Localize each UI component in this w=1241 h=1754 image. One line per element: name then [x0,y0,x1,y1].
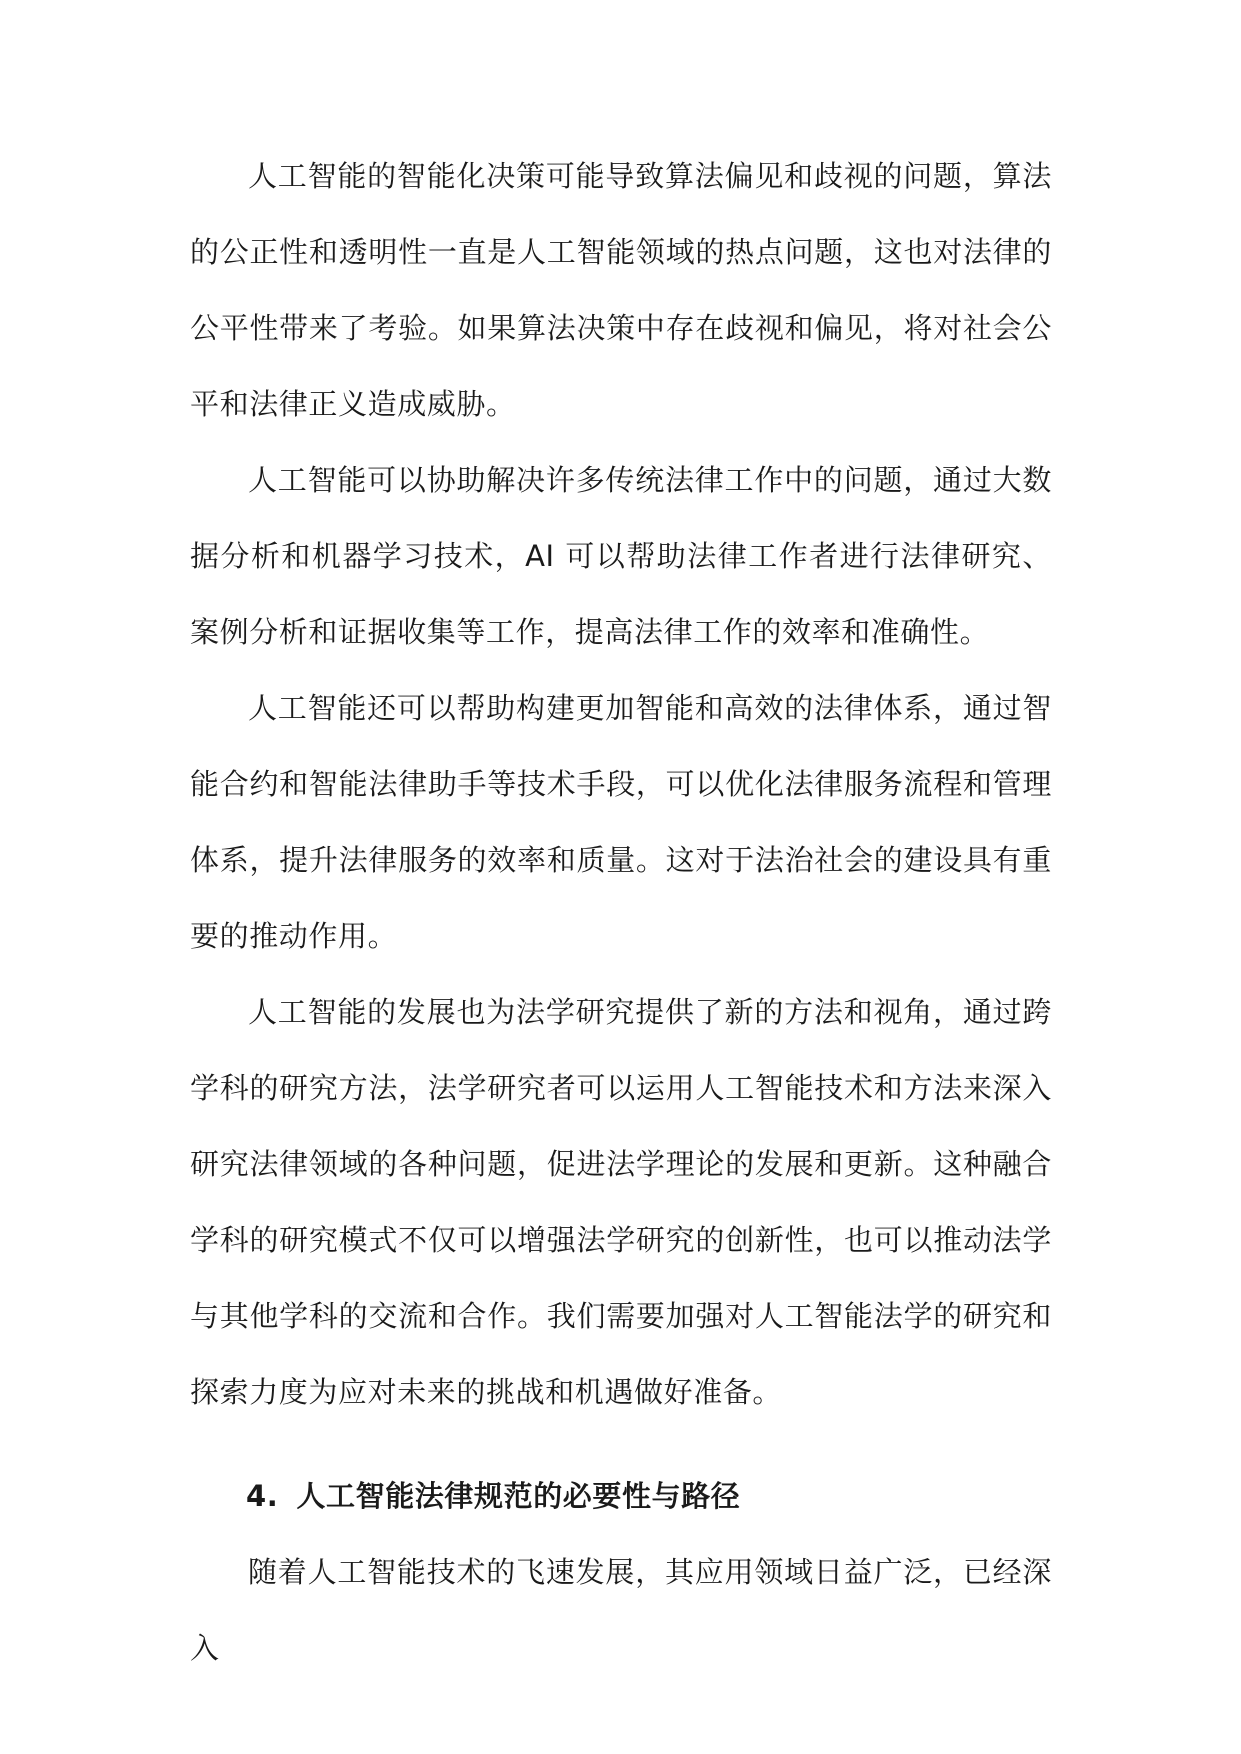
section-title: 人工智能法律规范的必要性与路径 [296,1479,741,1513]
section-number: 4. [246,1479,279,1513]
section-heading [190,1458,1052,1534]
document-body [190,138,1052,1686]
paragraph-section-intro: 随着人工智能技术的飞速发展，其应用领域日益广泛，已经深入 [190,1555,1052,1665]
paragraph-algorithm-bias: 人工智能的智能化决策可能导致算法偏见和歧视的问题，算法的公正性和透明性一直是人工智能领域的热点问题，这也对法律的公平性带来了考验。如果算法决策中存在歧视和偏见，将对社会公平和法律正义造成威胁。 [190,159,1052,421]
paragraph-legal-research: 人工智能的发展也为法学研究提供了新的方法和视角，通过跨学科的研究方法，法学研究者可以运用人工智能技术和方法来深入研究法律领域的各种问题，促进法学理论的发展和更新。这种融合学科的研究模式不仅可以增强法学研究的创新性，也可以推动法学与其他学科的交流和合作。我们需要加强对人工智能法学的研究和探索力度为应对未来的挑战和机遇做好准备。 [190,995,1052,1409]
paragraph-legal-work-assist: 人工智能可以协助解决许多传统法律工作中的问题，通过大数据分析和机器学习技术，AI 可以帮助法律工作者进行法律研究、案例分析和证据收集等工作，提高法律工作的效率和准确性。 [190,463,1052,649]
paragraph-legal-system: 人工智能还可以帮助构建更加智能和高效的法律体系，通过智能合约和智能法律助手等技术手段，可以优化法律服务流程和管理体系，提升法律服务的效率和质量。这对于法治社会的建设具有重要的推动作用。 [190,691,1052,953]
